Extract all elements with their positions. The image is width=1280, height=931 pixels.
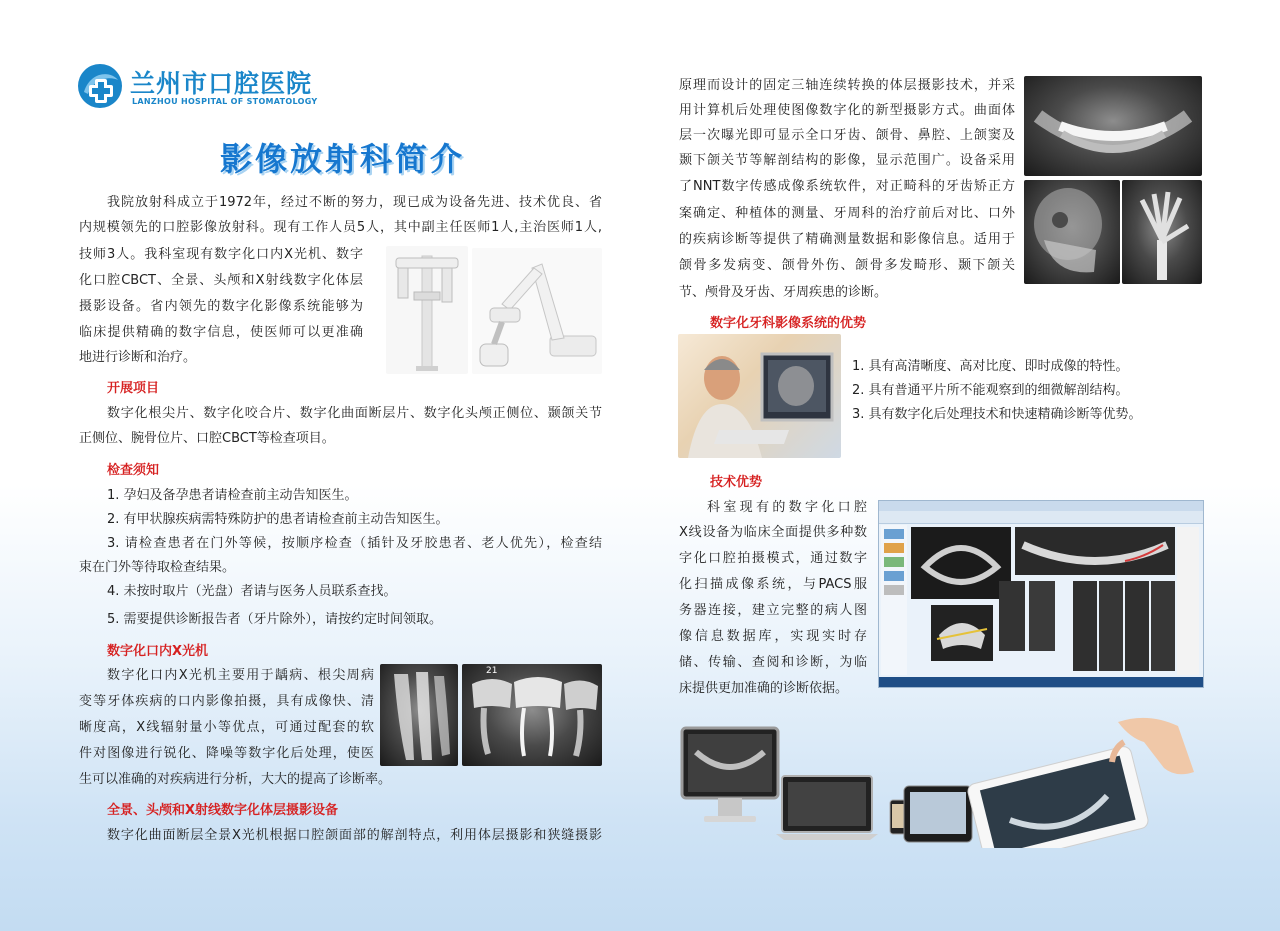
tech-line: 化扫描成像系统，与PACS服 (679, 577, 867, 592)
panoramic-line: 节、颅骨及牙齿、牙周疾患的诊断。 (679, 285, 888, 300)
devices-montage-image (678, 712, 1198, 848)
notice-item: 2. 有甲状腺疾病需特殊防护的患者请检查前主动告知医生。 (107, 512, 449, 527)
tech-line: 床提供更加准确的诊断依据。 (679, 681, 849, 696)
panoramic-line: 颞下颌关节等解剖结构的影像，显示范围广。设备采用 (679, 153, 1015, 168)
notice-item: 4. 未按时取片（光盘）者请与医务人员联系查找。 (107, 584, 397, 599)
notice-item: 3. 请检查患者在门外等候，按顺序检查（插针及牙胶患者、老人优先），检查结 (107, 536, 602, 551)
page-title: 影像放射科简介 (220, 140, 466, 178)
panoramic-line: 层一次曝光即可显示全口牙齿、颌骨、鼻腔、上颌窦及 (679, 128, 1015, 143)
advantage-item: 2. 具有普通平片所不能观察到的细微解剖结构。 (852, 383, 1129, 398)
panoramic-line: 案确定、种植体的测量、牙周科的治疗前后对比、口外 (679, 206, 1015, 221)
tech-line: X线设备为临床全面提供多种数 (679, 525, 867, 540)
advantage-item: 1. 具有高清晰度、高对比度、即时成像的特性。 (852, 359, 1129, 374)
projects-line: 数字化根尖片、数字化咬合片、数字化曲面断层片、数字化头颅正侧位、颞颌关节 (107, 406, 602, 421)
intro-line: 化口腔CBCT、全景、头颅和X射线数字化体层 (79, 273, 363, 288)
panoramic-line: 了NNT数字传感成像系统软件，对正畸科的牙齿矫正方 (679, 179, 1015, 194)
tech-line: 字化口腔拍摄模式，通过数字 (679, 551, 867, 566)
panoramic-line: 用计算机后处理使图像数字化的新型摄影方式。曲面体 (679, 103, 1015, 118)
intraoral-heading: 数字化口内X光机 (107, 644, 209, 659)
imaging-software-screenshot (878, 500, 1204, 688)
doctor-with-monitor-image (678, 334, 841, 458)
tech-heading: 技术优势 (710, 475, 763, 490)
advantages-heading: 数字化牙科影像系统的优势 (710, 316, 867, 331)
intraoral-line: 件对图像进行锐化、降噪等数字化后处理，使医 (79, 746, 374, 761)
intro-line: 地进行诊断和治疗。 (79, 350, 197, 365)
projects-heading: 开展项目 (107, 381, 160, 396)
front-teeth-xray-image (380, 664, 458, 766)
intro-line: 技师3人。我科室现有数字化口内X光机、数字 (79, 247, 363, 262)
xray-tooth-number: 21 (486, 666, 498, 676)
tech-line: 像信息数据库，实现实时存 (679, 629, 867, 644)
notice-heading: 检查须知 (107, 463, 160, 478)
intro-line: 摄影设备。省内领先的数字化影像系统能够为 (79, 299, 363, 314)
panoramic-line: 颌骨多发病变、颌骨外伤、颌骨多发畸形、颞下颌关 (679, 258, 1015, 273)
panoramic-line: 数字化曲面断层全景X光机根据口腔颌面部的解剖特点，利用体层摄影和狭缝摄影 (107, 828, 602, 843)
hand-xray-image (1122, 180, 1202, 284)
logo-chinese-name: 兰州市口腔医院 (130, 69, 313, 98)
intraoral-line: 变等牙体疾病的口内影像拍摄，具有成像快、清 (79, 694, 374, 709)
panoramic-line: 的疾病诊断等提供了精确测量数据和影像信息。适用于 (679, 232, 1015, 247)
panoramic-machine-image (386, 246, 468, 374)
tech-line: 储、传输、查阅和诊断，为临 (679, 655, 867, 670)
intro-line: 内规模领先的口腔影像放射科。现有工作人员5人，其中副主任医师1人,主治医师1人, (79, 220, 603, 235)
intraoral-line: 数字化口内X光机主要用于龋病、根尖周病 (107, 668, 374, 683)
hospital-logo-icon (76, 62, 124, 110)
intro-line: 临床提供精确的数字信息，使医师可以更准确 (79, 325, 363, 340)
panoramic-heading: 全景、头颅和X射线数字化体层摄影设备 (107, 803, 339, 818)
tech-line: 务器连接，建立完整的病人图 (679, 603, 867, 618)
molar-xray-image (462, 664, 602, 766)
tech-line: 科室现有的数字化口腔 (707, 500, 867, 515)
notice-item: 1. 孕妇及备孕患者请检查前主动告知医生。 (107, 488, 358, 503)
notice-item: 5. 需要提供诊断报告者（牙片除外），请按约定时间领取。 (107, 612, 443, 627)
advantage-item: 3. 具有数字化后处理技术和快速精确诊断等优势。 (852, 407, 1142, 422)
intraoral-line: 生可以准确的对疾病进行分析，大大的提高了诊断率。 (79, 772, 392, 787)
intraoral-xray-machine-image (472, 248, 602, 374)
logo-english-name: LANZHOU HOSPITAL OF STOMATOLOGY (132, 97, 318, 106)
intraoral-line: 晰度高，X线辐射量小等优点，可通过配套的软 (79, 720, 374, 735)
skull-xray-image (1024, 180, 1120, 284)
intro-line: 我院放射科成立于1972年，经过不断的努力，现已成为设备先进、技术优良、省 (107, 195, 602, 210)
hospital-logo (76, 62, 336, 112)
panoramic-line: 原理而设计的固定三轴连续转换的体层摄影技术，并采 (679, 78, 1015, 93)
notice-item: 束在门外等待取检查结果。 (79, 560, 236, 575)
projects-line: 正侧位、腕骨位片、口腔CBCT等检查项目。 (79, 431, 335, 446)
panoramic-xray-image (1024, 76, 1202, 176)
